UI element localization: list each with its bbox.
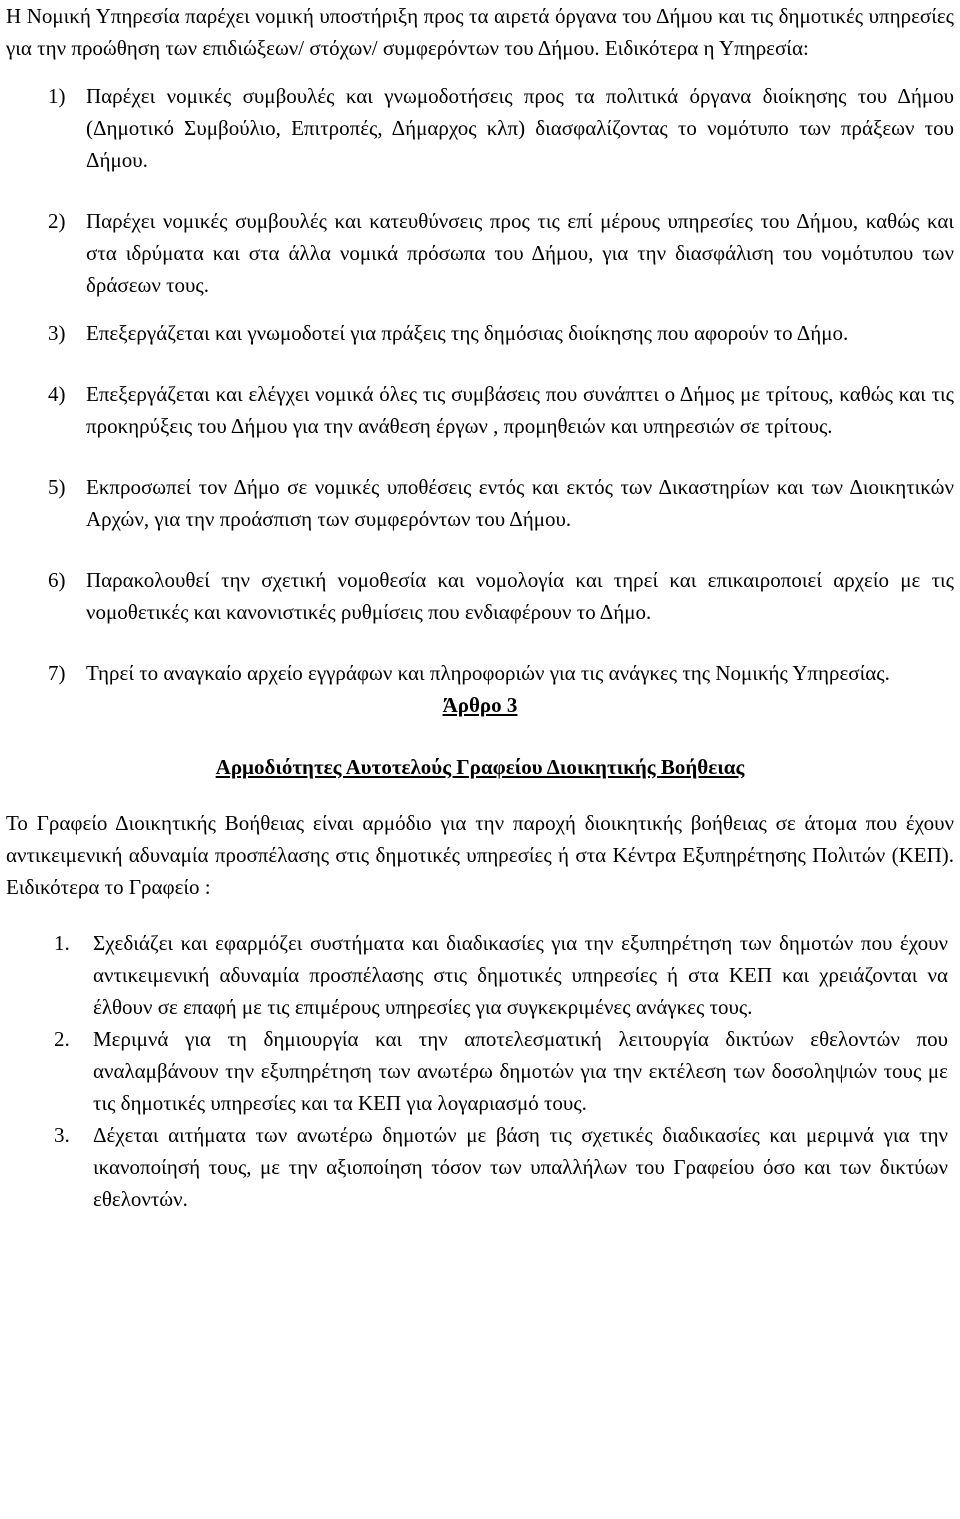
intro-paragraph: Η Νομική Υπηρεσία παρέχει νομική υποστήριξη προς τα αιρετά όργανα του Δήμου και τις δημοτικές υπηρεσίες για την προώθηση των επιδιώξεων/ στόχων/ συμφερόντων του Δήμου. Ειδικότερα η Υπηρεσία: [6, 4, 954, 60]
list-item-text: Παρακολουθεί την σχετική νομοθεσία και νομολογία και τηρεί και επικαιροποιεί αρχείο με τις νομοθετικές και κανονιστικές ρυθμίσεις που ενδιαφέρουν το Δήμο. [86, 568, 954, 624]
list-item-text: Εκπροσωπεί τον Δήμο σε νομικές υποθέσεις εντός και εκτός των Δικαστηρίων και των Διοικητικών Αρχών, για την προάσπιση των συμφερόντων του Δήμου. [86, 475, 954, 531]
list-item [6, 471, 954, 535]
list-item-number: 1) [48, 84, 66, 108]
list-item-text: Δέχεται αιτήματα των ανωτέρω δημοτών με βάση τις σχετικές διαδικασίες και μεριμνά για την ικανοποίησή τους, με την αξιοποίηση τόσον των υπαλλήλων του Γραφείου όσο και των δικτύων εθελοντών. [93, 1123, 948, 1211]
article-intro-paragraph: Το Γραφείο Διοικητικής Βοήθειας είναι αρμόδιο για την παροχή διοικητικής βοήθειας σε άτομα που έχουν αντικειμενική αδυναμία προσπέλασης στις δημοτικές υπηρεσίες ή στα Κέντρα Εξυπηρέτησης Πολιτών (ΚΕΠ). Ειδικότερα το Γραφείο : [6, 811, 954, 899]
list-item [6, 1119, 954, 1215]
list-item-number: 3) [48, 321, 66, 345]
list-item-text: Μεριμνά για τη δημιουργία και την αποτελεσματική λειτουργία δικτύων εθελοντών που αναλαμβάνουν την εξυπηρέτηση των ανωτέρω δημοτών για την εκτέλεση των δοσοληψιών τους με τις δημοτικές υπηρεσίες και τα ΚΕΠ για λογαριασμό τους. [93, 1027, 948, 1115]
list-item-number: 7) [48, 661, 66, 685]
list-item-number: 2) [48, 209, 66, 233]
list-item [6, 1023, 954, 1119]
list-item [6, 378, 954, 442]
list-item-text: Επεξεργάζεται και ελέγχει νομικά όλες τις συμβάσεις που συνάπτει ο Δήμος με τρίτους, καθώς και τις προκηρύξεις του Δήμου για την ανάθεση έργων , προμηθειών και υπηρεσιών σε τρίτους. [86, 382, 954, 438]
list-item [6, 205, 954, 301]
list-item-number: 5) [48, 475, 66, 499]
list-item [6, 657, 954, 689]
article-title-heading: Αρμοδιότητες Αυτοτελούς Γραφείου Διοικητικής Βοήθειας [215, 755, 745, 779]
list-item-text: Τηρεί το αναγκαίο αρχείο εγγράφων και πληροφοριών για τις ανάγκες της Νομικής Υπηρεσίας. [86, 661, 890, 685]
list-item-text: Παρέχει νομικές συμβουλές και κατευθύνσεις προς τις επί μέρους υπηρεσίες του Δήμου, καθώς και στα ιδρύματα και στα άλλα νομικά πρόσωπα του Δήμου, για την διασφάλιση του νομότυπου των δράσεων τους. [86, 209, 954, 297]
list-item-number: 6) [48, 568, 66, 592]
list-item [6, 564, 954, 628]
list-item [6, 317, 954, 349]
list-item-number: 2. [54, 1027, 70, 1051]
list-item-text: Σχεδιάζει και εφαρμόζει συστήματα και διαδικασίες για την εξυπηρέτηση των δημοτών που έχουν αντικειμενική αδυναμία προσπέλασης στις δημοτικές υπηρεσίες ή στα ΚΕΠ και χρειάζονται να έλθουν σε επαφή με τις επιμέρους υπηρεσίες για συγκεκριμένες ανάγκες τους. [93, 931, 948, 1019]
list-item [6, 927, 954, 1023]
article-number-heading: Άρθρο 3 [442, 693, 518, 717]
list-item-number: 3. [54, 1123, 70, 1147]
list-item-text: Επεξεργάζεται και γνωμοδοτεί για πράξεις της δημόσιας διοίκησης που αφορούν το Δήμο. [86, 321, 849, 345]
list-item-number: 1. [54, 931, 70, 955]
list-item-number: 4) [48, 382, 66, 406]
admin-assistance-duties-list [6, 927, 954, 1215]
list-item [6, 80, 954, 176]
list-item-text: Παρέχει νομικές συμβουλές και γνωμοδοτήσεις προς τα πολιτικά όργανα διοίκησης του Δήμου (Δημοτικό Συμβούλιο, Επιτροπές, Δήμαρχος κλπ) διασφαλίζοντας το νομότυπο των πράξεων του Δήμου. [86, 84, 954, 172]
legal-service-duties-list [6, 80, 954, 689]
